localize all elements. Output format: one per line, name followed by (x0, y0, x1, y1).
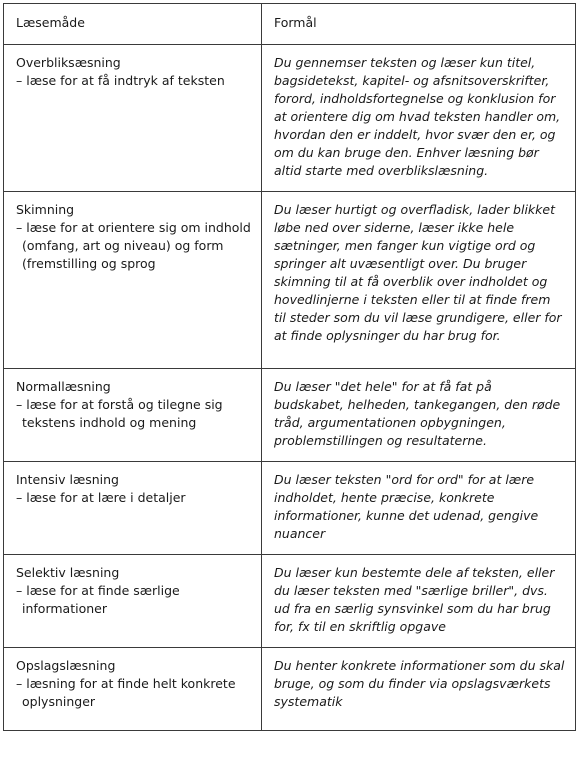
method-cell (4, 462, 262, 555)
method-description: – læse for at forstå og tilegne sig tekstens indhold og mening (16, 397, 223, 430)
header-purpose: Formål (262, 4, 576, 45)
table-row (4, 369, 576, 462)
method-description: – læse for at orientere sig om indhold (omfang, art og niveau) og form (fremstilling og sprog (16, 220, 251, 271)
method-cell (4, 192, 262, 369)
purpose-cell: Du læser "det hele" for at få fat på budskabet, helheden, tankegangen, den røde tråd, argumentationen opbygningen, problemstillingen og resultaterne. (262, 369, 576, 462)
purpose-cell: Du læser hurtigt og overfladisk, lader blikket løbe ned over siderne, læser ikke hele sætninger, men fanger kun vigtige ord og springer alt uvæsentligt over. Du bruger skimning til at få overblik over indholdet og hovedlinjerne i teksten eller til at finde frem til steder som du vil læse grundigere, eller for at finde oplysninger du har brug for. (262, 192, 576, 369)
method-name: Opslagslæsning (16, 658, 116, 673)
header-row (4, 4, 576, 45)
table-row (4, 555, 576, 648)
method-name: Skimning (16, 202, 75, 217)
reading-methods-table (3, 3, 576, 731)
method-name: Intensiv læsning (16, 472, 119, 487)
method-description: – læse for at lære i detaljer (16, 490, 186, 505)
method-cell (4, 648, 262, 731)
purpose-cell: Du læser kun bestemte dele af teksten, eller du læser teksten med "særlige briller", dvs. ud fra en særlig synsvinkel som du har brug for, fx til en skriftlig opgave (262, 555, 576, 648)
table-row (4, 462, 576, 555)
method-cell (4, 369, 262, 462)
method-name: Selektiv læsning (16, 565, 120, 580)
purpose-cell: Du henter konkrete informationer som du skal bruge, og som du finder via opslagsværkets systematik (262, 648, 576, 731)
table-row (4, 648, 576, 731)
method-description: – læsning for at finde helt konkrete oplysninger (16, 676, 236, 709)
method-name: Normallæsning (16, 379, 111, 394)
method-name: Overbliksæsning (16, 55, 121, 70)
method-cell (4, 45, 262, 192)
purpose-cell: Du gennemser teksten og læser kun titel, bagsidetekst, kapitel- og afsnitsoverskrifter, forord, indholdsfortegnelse og konklusion for at orientere dig om hvad teksten handler om, hvordan den er inddelt, hvor svær den er, og om du kan bruge den. Enhver læsning bør altid starte med overblikslæsning. (262, 45, 576, 192)
table-row (4, 45, 576, 192)
method-description: – læse for at få indtryk af teksten (16, 73, 225, 88)
method-cell (4, 555, 262, 648)
table-row (4, 192, 576, 369)
header-method: Læsemåde (4, 4, 262, 45)
purpose-cell: Du læser teksten "ord for ord" for at lære indholdet, hente præcise, konkrete informationer, kunne det udenad, gengive nuancer (262, 462, 576, 555)
method-description: – læse for at finde særlige informationer (16, 583, 180, 616)
